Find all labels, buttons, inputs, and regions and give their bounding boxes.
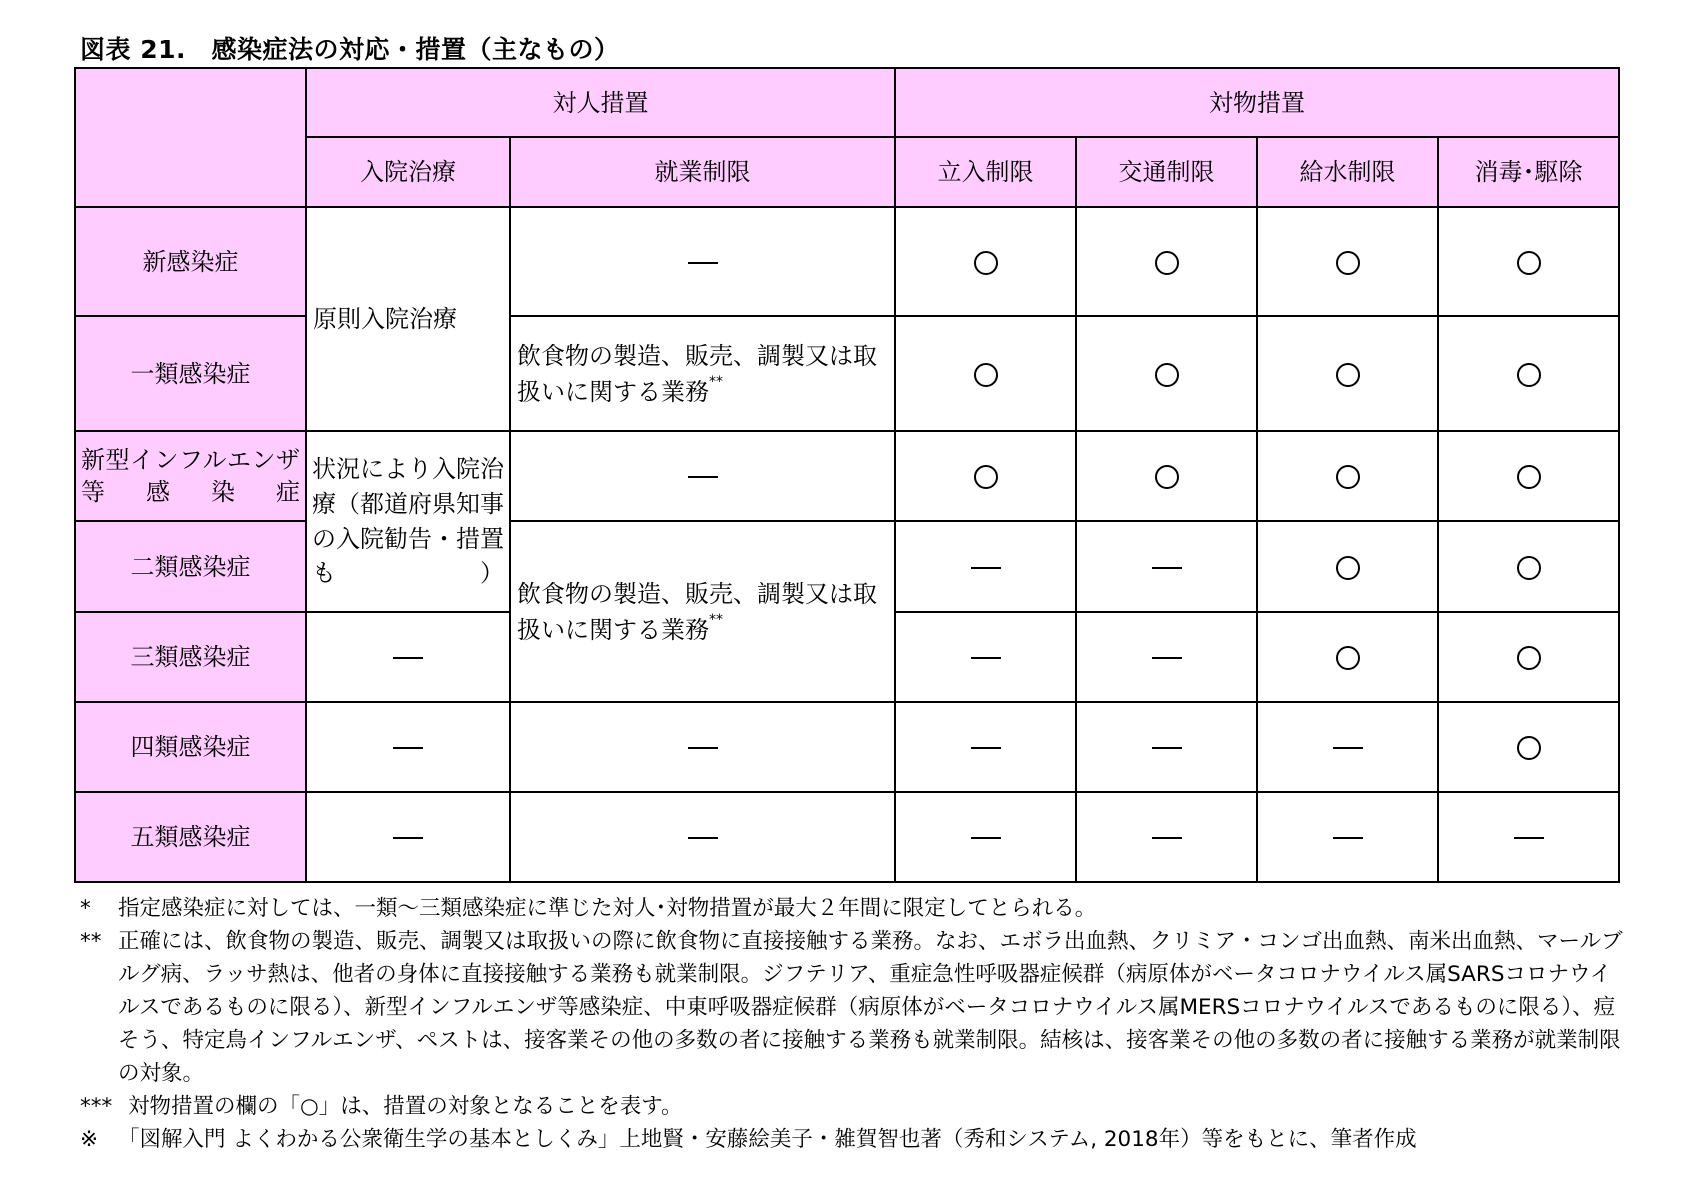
- circle-mark: [1517, 363, 1541, 387]
- circle-mark: [1517, 736, 1541, 760]
- hospitalization-conditional: 状況により入院治療（都道府県知事の入院勧告・措置も）: [306, 431, 510, 612]
- footnotes: [80, 892, 1625, 1156]
- measure-cell: [1257, 702, 1438, 792]
- footnote-ref: **: [709, 373, 723, 390]
- measure-cell: [1076, 612, 1257, 702]
- circle-mark: [1336, 363, 1360, 387]
- row-label: 五類感染症: [75, 792, 306, 882]
- dash-mark: [393, 837, 423, 839]
- circle-mark: [1336, 465, 1360, 489]
- work-restriction-cell: [510, 702, 895, 792]
- footnote-ref: **: [709, 611, 723, 628]
- footnote-mark: *: [80, 896, 91, 921]
- circle-mark: [1517, 465, 1541, 489]
- footnote: [80, 925, 1625, 1090]
- footnote: [80, 1090, 1625, 1123]
- measure-cell: [1438, 702, 1619, 792]
- circle-mark: [1155, 251, 1179, 275]
- dash-mark: [1333, 837, 1363, 839]
- dash-mark: [1152, 747, 1182, 749]
- work-restriction-text: 飲食物の製造、販売、調製又は取扱いに関する業務: [517, 341, 877, 406]
- dash-mark: [688, 837, 718, 839]
- circle-mark: [1155, 363, 1179, 387]
- header-entry-restriction: 立入制限: [895, 137, 1076, 207]
- measure-cell: [1076, 702, 1257, 792]
- measure-cell: [895, 702, 1076, 792]
- header-row-columns: [75, 137, 1619, 207]
- measure-cell: [1438, 316, 1619, 431]
- work-restriction-cell: [510, 792, 895, 882]
- circle-mark: [1517, 646, 1541, 670]
- measures-table: [74, 67, 1620, 883]
- circle-mark: [1336, 251, 1360, 275]
- footnote-text: 指定感染症に対しては、一類～三類感染症に準じた対人･対物措置が最大２年間に限定してとられる。: [118, 896, 1097, 921]
- dash-mark: [971, 657, 1001, 659]
- circle-mark: [1155, 465, 1179, 489]
- dash-mark: [1152, 657, 1182, 659]
- footnote-text: 「図解入門 よくわかる公衆衛生学の基本としくみ」上地賢・安藤絵美子・雑賀智也著（秀和システム, 2018年）等をもとに、筆者作成: [118, 1127, 1417, 1152]
- footnote-text: 対物措置の欄の「○」は、措置の対象となることを表す。: [128, 1094, 683, 1119]
- dash-mark: [971, 747, 1001, 749]
- header-disinfection: 消毒･駆除: [1438, 137, 1619, 207]
- measure-cell: [1438, 431, 1619, 521]
- measure-cell: [895, 207, 1076, 316]
- header-row-groups: [75, 68, 1619, 137]
- footnote-mark: ***: [80, 1094, 113, 1119]
- header-corner: [75, 68, 306, 207]
- measure-cell: [1257, 431, 1438, 521]
- measure-cell: [895, 316, 1076, 431]
- work-restriction-food: [510, 316, 895, 431]
- header-hospitalization: 入院治療: [306, 137, 510, 207]
- measure-cell: [1438, 792, 1619, 882]
- circle-mark: [1336, 556, 1360, 580]
- footnote-mark: **: [80, 929, 102, 954]
- measure-cell: [895, 521, 1076, 612]
- measure-cell: [1257, 792, 1438, 882]
- table-row: [75, 702, 1619, 792]
- measure-cell: [1076, 521, 1257, 612]
- work-restriction-cell: [510, 207, 895, 316]
- dash-mark: [1333, 747, 1363, 749]
- circle-mark: [1517, 251, 1541, 275]
- circle-mark: [974, 363, 998, 387]
- circle-mark: [974, 251, 998, 275]
- hospitalization-cell: [306, 702, 510, 792]
- measure-cell: [1438, 207, 1619, 316]
- measure-cell: [1076, 431, 1257, 521]
- measure-cell: [1438, 521, 1619, 612]
- row-label: 新型インフルエンザ等感染症: [75, 431, 306, 521]
- measure-cell: [1438, 612, 1619, 702]
- work-restriction-text: 飲食物の製造、販売、調製又は取扱いに関する業務: [517, 579, 877, 644]
- measure-cell: [895, 792, 1076, 882]
- hospitalization-cell: [306, 612, 510, 702]
- dash-mark: [688, 747, 718, 749]
- dash-mark: [1514, 837, 1544, 839]
- hospitalization-principle: 原則入院治療: [306, 207, 510, 431]
- measure-cell: [1076, 792, 1257, 882]
- dash-mark: [1152, 837, 1182, 839]
- footnote-text: 正確には、飲食物の製造、販売、調製又は取扱いの際に飲食物に直接接触する業務。なお、エボラ出血熱、クリミア・コンゴ出血熱、南米出血熱、マールブルグ病、ラッサ熱は、他者の身体に直接接触する業務も就業制限。ジフテリア、重症急性呼吸器症候群（病原体がベータコロナウイルス属SARSコロナウイルスであるものに限る）、新型インフルエンザ等感染症、中東呼吸器症候群（病原体がベータコロナウイルス属MERSコロナウイルスであるものに限る）、痘そう、特定鳥インフルエンザ、ペストは、接客業その他の多数の者に接触する業務も就業制限。結核は、接客業その他の多数の者に接触する業務が就業制限の対象。: [118, 929, 1623, 1086]
- header-object-measures: 対物措置: [895, 68, 1619, 137]
- circle-mark: [1336, 646, 1360, 670]
- dash-mark: [393, 747, 423, 749]
- measure-cell: [1257, 316, 1438, 431]
- header-work-restriction: 就業制限: [510, 137, 895, 207]
- row-label: 四類感染症: [75, 702, 306, 792]
- dash-mark: [971, 567, 1001, 569]
- dash-mark: [971, 837, 1001, 839]
- measure-cell: [1257, 612, 1438, 702]
- measure-cell: [1257, 521, 1438, 612]
- figure-title: 図表 21. 感染症法の対応・措置（主なもの）: [80, 35, 620, 64]
- footnote: [80, 1123, 1625, 1156]
- hospitalization-cell: [306, 792, 510, 882]
- dash-mark: [688, 476, 718, 478]
- row-label: 二類感染症: [75, 521, 306, 612]
- circle-mark: [974, 465, 998, 489]
- header-traffic-restriction: 交通制限: [1076, 137, 1257, 207]
- measure-cell: [895, 612, 1076, 702]
- dash-mark: [1152, 567, 1182, 569]
- table-row: [75, 792, 1619, 882]
- row-label: 一類感染症: [75, 316, 306, 431]
- work-restriction-food: [510, 521, 895, 702]
- header-person-measures: 対人措置: [306, 68, 895, 137]
- header-water-restriction: 給水制限: [1257, 137, 1438, 207]
- dash-mark: [688, 262, 718, 264]
- measure-cell: [1076, 316, 1257, 431]
- work-restriction-cell: [510, 431, 895, 521]
- measure-cell: [1257, 207, 1438, 316]
- footnote: [80, 892, 1625, 925]
- dash-mark: [393, 657, 423, 659]
- measure-cell: [895, 431, 1076, 521]
- row-label: 新感染症: [75, 207, 306, 316]
- table-row: [75, 207, 1619, 316]
- measure-cell: [1076, 207, 1257, 316]
- circle-mark: [1517, 556, 1541, 580]
- footnote-mark: ※: [80, 1127, 99, 1152]
- row-label: 三類感染症: [75, 612, 306, 702]
- table-row: [75, 431, 1619, 521]
